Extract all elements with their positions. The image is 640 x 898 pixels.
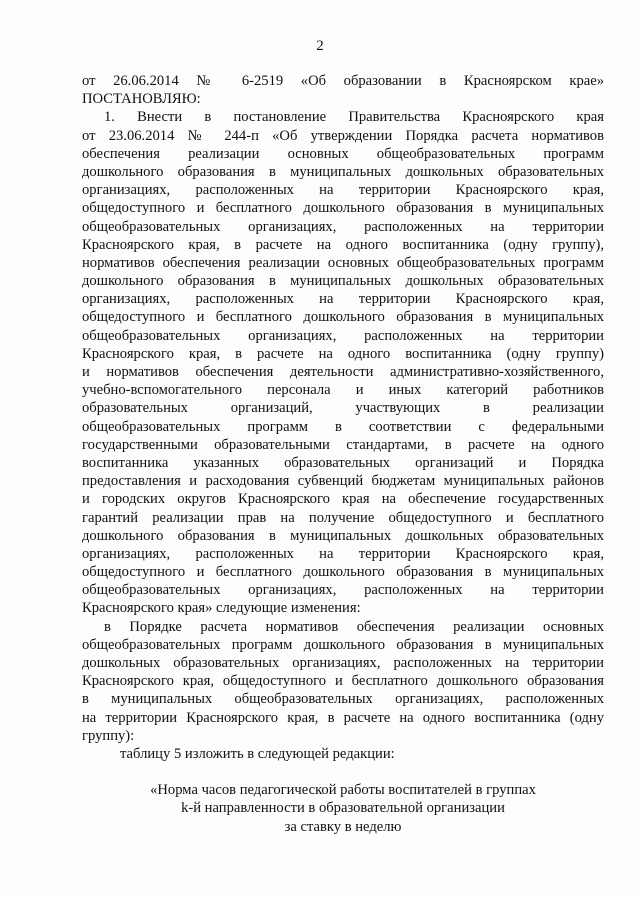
paragraph-line: Красноярского края, в расчете на одного воспитанника (одну группу), bbox=[82, 236, 604, 253]
paragraph-line: образовательных организаций, участвующих в реализации bbox=[82, 400, 604, 417]
paragraph-line: общедоступного и бесплатного дошкольного образования в муниципальных bbox=[82, 200, 604, 217]
paragraph-line: от 23.06.2014 № 244-п «Об утверждении Порядка расчета нормативов bbox=[82, 127, 604, 144]
paragraph-line: дошкольного образования в муниципальных дошкольных образовательных bbox=[82, 273, 604, 290]
paragraph-line: и городских округов Красноярского края на обеспечение государственных bbox=[82, 491, 604, 508]
paragraph-line: общедоступного и бесплатного дошкольного образования в муниципальных bbox=[82, 309, 604, 326]
table-title-line: k-й направленности в образовательной организации bbox=[181, 800, 505, 817]
document-body bbox=[82, 72, 604, 836]
table-title-line: за ставку в неделю bbox=[284, 818, 402, 835]
paragraph-line: Красноярского края, в расчете на одного воспитанника (одну группу) bbox=[82, 345, 604, 362]
table-title-line: «Норма часов педагогической работы воспитателей в группах bbox=[150, 782, 536, 799]
paragraph-line: таблицу 5 изложить в следующей редакции: bbox=[120, 745, 395, 762]
paragraph-line: государственными образовательными стандартами, в расчете на одного bbox=[82, 436, 604, 453]
paragraph-line: общеобразовательных программ дошкольного образования в муниципальных bbox=[82, 636, 604, 653]
paragraph-line: группу): bbox=[82, 727, 135, 744]
paragraph-line: Красноярского края, общедоступного и бесплатного дошкольного образования bbox=[82, 673, 604, 690]
paragraph-line: общеобразовательных организациях, расположенных на территории bbox=[82, 327, 604, 344]
paragraph-line: гарантий реализации прав на получение общедоступного и бесплатного bbox=[82, 509, 604, 526]
paragraph-line: общеобразовательных организациях, расположенных на территории bbox=[82, 582, 604, 599]
paragraph-line: обеспечения реализации основных общеобразовательных программ bbox=[82, 145, 604, 162]
paragraph-line: и нормативов обеспечения деятельности административно-хозяйственного, bbox=[82, 364, 604, 380]
paragraph-line: 1. Внести в постановление Правительства Красноярского края bbox=[104, 109, 604, 126]
paragraph-line: организациях, расположенных на территории Красноярского края, bbox=[82, 291, 604, 308]
paragraph-line: организациях, расположенных на территории Красноярского края, bbox=[82, 182, 604, 199]
paragraph-line: воспитанника указанных образовательных организаций и Порядка bbox=[82, 454, 604, 471]
paragraph-line: общеобразовательных программ в соответствии с федеральными bbox=[82, 418, 604, 435]
paragraph-line: общеобразовательных организациях, расположенных на территории bbox=[82, 218, 604, 235]
paragraph-line: дошкольных образовательных организациях, расположенных на территории bbox=[82, 655, 604, 671]
paragraph-line: организациях, расположенных на территории Красноярского края, bbox=[82, 545, 604, 562]
spacer bbox=[82, 763, 604, 781]
paragraph-line: дошкольного образования в муниципальных дошкольных образовательных bbox=[82, 163, 604, 180]
paragraph-line: в муниципальных общеобразовательных организациях, расположенных bbox=[82, 691, 604, 708]
paragraph-line: дошкольного образования в муниципальных дошкольных образовательных bbox=[82, 527, 604, 544]
paragraph-line: ПОСТАНОВЛЯЮ: bbox=[82, 91, 201, 108]
paragraph-line: на территории Красноярского края, в расчете на одного воспитанника (одну bbox=[82, 709, 604, 726]
page-number: 2 bbox=[316, 38, 324, 54]
paragraph-line: в Порядке расчета нормативов обеспечения реализации основных bbox=[104, 618, 604, 635]
paragraph-line: от 26.06.2014 № 6-2519 «Об образовании в Красноярском крае» bbox=[82, 73, 604, 89]
paragraph-line: Красноярского края» следующие изменения: bbox=[82, 600, 361, 617]
paragraph-line: нормативов обеспечения реализации основных общеобразовательных программ bbox=[82, 254, 604, 271]
paragraph-line: предоставления и расходования субвенций бюджетам муниципальных районов bbox=[82, 473, 604, 490]
paragraph-line: учебно-вспомогательного персонала и иных категорий работников bbox=[82, 382, 604, 399]
paragraph-line: общедоступного и бесплатного дошкольного образования в муниципальных bbox=[82, 564, 604, 581]
